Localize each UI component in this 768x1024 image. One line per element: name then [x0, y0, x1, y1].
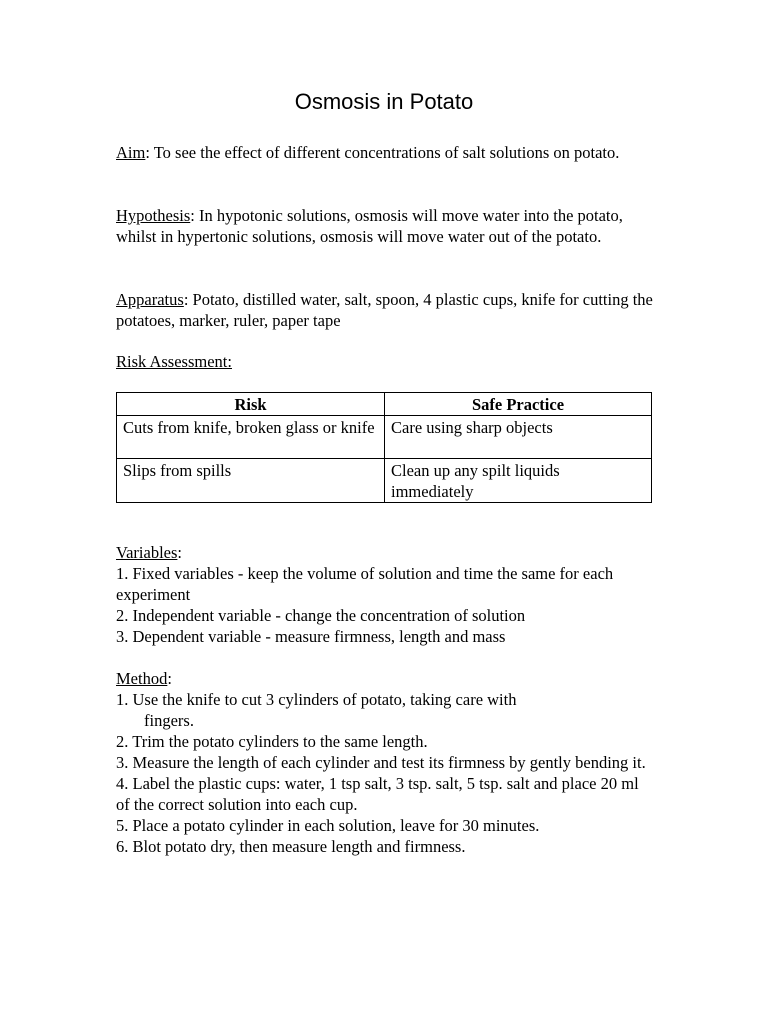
hypothesis-label: Hypothesis: [116, 206, 191, 225]
table-row: [117, 416, 652, 459]
apparatus-label: Apparatus: [116, 290, 184, 309]
risk-table: [116, 392, 652, 503]
table-cell-safe-practice: Care using sharp objects: [385, 416, 652, 459]
table-header-safe-practice: Safe Practice: [385, 393, 652, 416]
variables-list: [116, 563, 656, 647]
method-section: [116, 668, 656, 857]
table-header-risk: Risk: [117, 393, 385, 416]
apparatus-paragraph: [116, 289, 656, 331]
list-item: 2. Independent variable - change the concentration of solution: [116, 606, 526, 625]
list-item: 6. Blot potato dry, then measure length and firmness.: [116, 837, 466, 856]
list-item: [116, 689, 656, 731]
method-heading: [116, 668, 656, 689]
table-row: [117, 459, 652, 503]
apparatus-text: : Potato, distilled water, salt, spoon, 4 plastic cups, knife for cutting the potatoes, marker, ruler, paper tape: [116, 290, 653, 330]
aim-text: : To see the effect of different concentrations of salt solutions on potato.: [145, 143, 620, 162]
variables-label: Variables: [116, 543, 178, 562]
variables-colon: :: [177, 543, 182, 562]
list-item: 3. Dependent variable - measure firmness, length and mass: [116, 627, 506, 646]
method-label: Method: [116, 669, 168, 688]
method-step-1-line-1: 1. Use the knife to cut 3 cylinders of potato, taking care with: [116, 690, 517, 709]
risk-assessment-heading: [116, 351, 656, 372]
list-item: 4. Label the plastic cups: water, 1 tsp salt, 3 tsp. salt, 5 tsp. salt and place 20 ml of the correct solution into each cup.: [116, 774, 639, 814]
page-title: Osmosis in Potato: [294, 89, 474, 114]
method-colon: :: [167, 669, 172, 688]
variables-heading: [116, 542, 656, 563]
table-cell-safe-practice: Clean up any spilt liquids immediately: [385, 459, 652, 503]
table-cell-risk: Cuts from knife, broken glass or knife: [117, 416, 385, 459]
table-cell-risk: Slips from spills: [117, 459, 385, 503]
aim-paragraph: [116, 142, 656, 163]
method-step-1-line-2: fingers.: [144, 711, 194, 730]
list-item: 3. Measure the length of each cylinder and test its firmness by gently bending it.: [116, 753, 646, 772]
list-item: 2. Trim the potato cylinders to the same length.: [116, 732, 428, 751]
risk-assessment-label: Risk Assessment:: [116, 352, 232, 371]
hypothesis-text: : In hypotonic solutions, osmosis will move water into the potato, whilst in hypertonic solutions, osmosis will move water out of the potato.: [116, 206, 623, 246]
list-item: 5. Place a potato cylinder in each solution, leave for 30 minutes.: [116, 816, 540, 835]
variables-section: [116, 542, 656, 647]
method-list: [116, 689, 656, 857]
hypothesis-paragraph: [116, 205, 656, 247]
aim-label: Aim: [116, 143, 146, 162]
table-header-row: [117, 393, 652, 416]
list-item: 1. Fixed variables - keep the volume of solution and time the same for each experiment: [116, 564, 614, 604]
